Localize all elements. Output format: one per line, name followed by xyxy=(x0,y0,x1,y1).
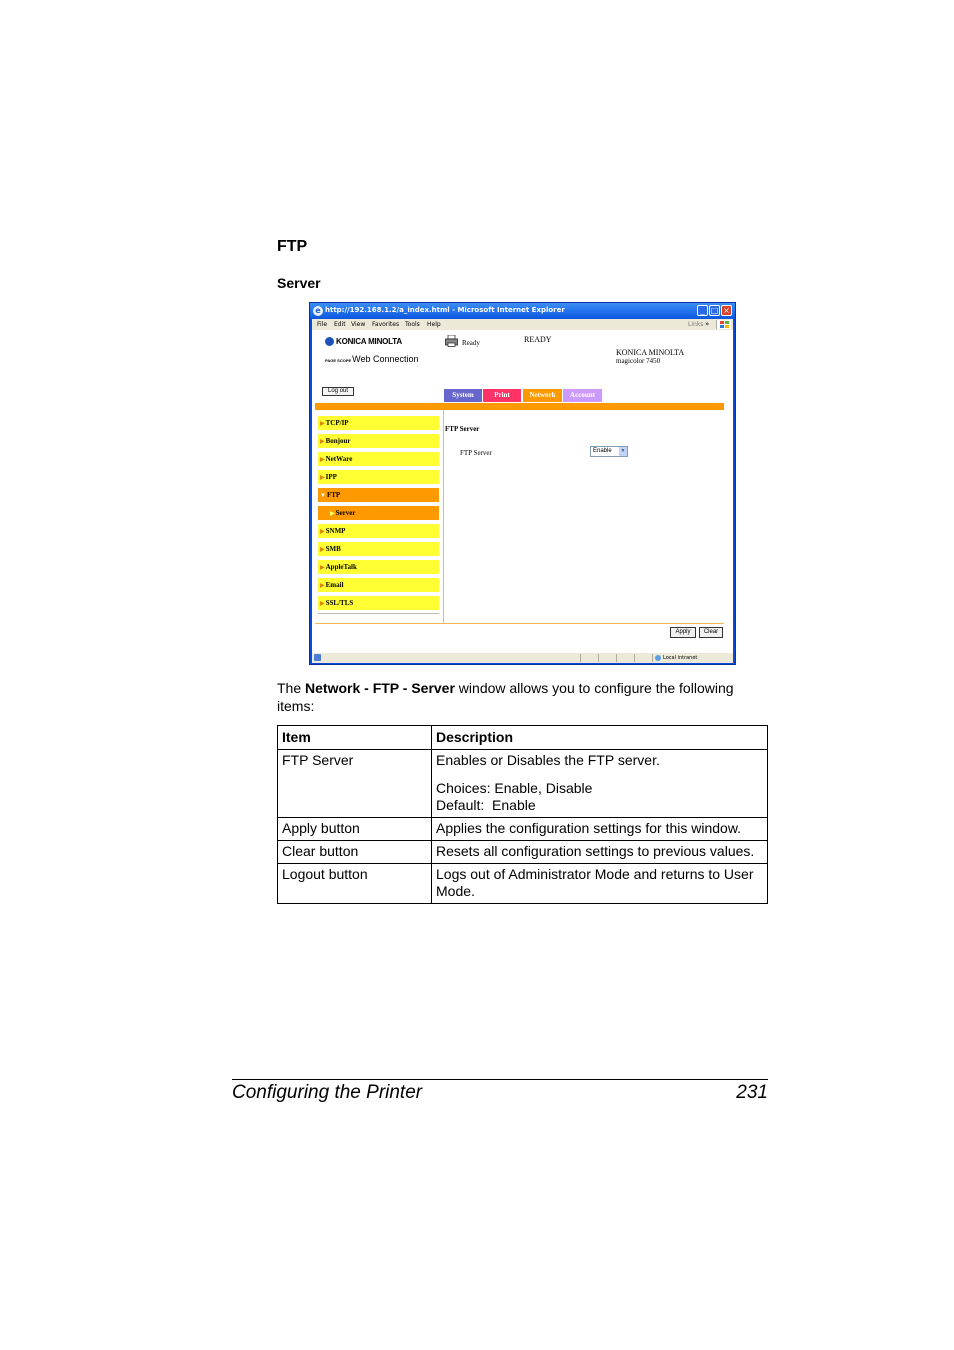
model-brand: KONICA MINOLTA xyxy=(616,348,685,357)
apply-button[interactable]: Apply xyxy=(670,627,696,638)
pagescope-logo: PAGE SCOPE xyxy=(325,358,352,363)
menu-edit[interactable]: Edit xyxy=(334,321,346,328)
minimize-icon[interactable]: _ xyxy=(697,305,708,316)
triangle-right-icon: ▶ xyxy=(330,511,335,517)
settings-table xyxy=(277,725,768,904)
close-icon[interactable]: × xyxy=(721,305,732,316)
triangle-down-icon: ▼ xyxy=(320,493,326,499)
nav-ftp-server[interactable]: ▶Server xyxy=(318,506,439,520)
triangle-right-icon: ▶ xyxy=(320,475,325,481)
nav-tcpip[interactable]: ▶TCP/IP xyxy=(318,416,439,430)
nav-ftp[interactable]: ▼FTP xyxy=(318,488,439,502)
globe-icon xyxy=(325,337,334,346)
clear-button[interactable]: Clear xyxy=(699,627,723,638)
menu-bar xyxy=(312,319,733,330)
security-zone: Local intranet xyxy=(663,655,698,661)
nav-email[interactable]: ▶Email xyxy=(318,578,439,592)
menu-tools[interactable]: Tools xyxy=(405,321,420,328)
tab-print[interactable]: Print xyxy=(483,389,521,402)
status-big: READY xyxy=(524,335,552,344)
table-cell-item: FTP Server xyxy=(278,750,432,818)
ftp-server-label: FTP Server xyxy=(460,449,492,457)
table-row xyxy=(278,864,768,904)
logout-button[interactable]: Log out xyxy=(322,387,354,396)
ftp-server-select[interactable]: Enable ▼ xyxy=(590,446,628,457)
menu-favorites[interactable]: Favorites xyxy=(372,321,400,328)
nav-ssltls[interactable]: ▶SSL/TLS xyxy=(318,596,439,610)
maximize-icon[interactable]: □ xyxy=(710,306,719,315)
triangle-right-icon: ▶ xyxy=(320,439,325,445)
table-cell-description: Applies the configuration settings for this window. xyxy=(432,818,768,841)
footer-divider xyxy=(315,623,724,624)
triangle-right-icon: ▶ xyxy=(320,601,325,607)
printer-icon xyxy=(445,335,458,347)
nav-snmp[interactable]: ▶SNMP xyxy=(318,524,439,538)
column-header-item: Item xyxy=(278,726,432,750)
table-cell-description: Enables or Disables the FTP server. Choices: Enable, Disable Default: Enable xyxy=(432,750,768,818)
nav-bonjour[interactable]: ▶Bonjour xyxy=(318,434,439,448)
table-cell-item: Clear button xyxy=(278,841,432,864)
footer-rule xyxy=(232,1079,768,1080)
status-separator xyxy=(616,654,617,662)
table-row xyxy=(278,841,768,864)
table-header-row xyxy=(278,726,768,750)
product-logo: PAGE SCOPEWeb Connection xyxy=(325,354,419,364)
model-name: magicolor 7450 xyxy=(616,357,661,365)
footer-chapter-title: Configuring the Printer xyxy=(232,1082,423,1103)
title-bar xyxy=(310,303,735,319)
tab-network[interactable]: Network xyxy=(523,389,562,402)
status-separator xyxy=(598,654,599,662)
table-cell-item: Logout button xyxy=(278,864,432,904)
triangle-right-icon: ▶ xyxy=(320,457,325,463)
section-heading: FTP xyxy=(277,238,308,255)
tab-account[interactable]: Account xyxy=(563,389,602,402)
status-separator xyxy=(580,654,581,662)
content-divider xyxy=(443,410,444,624)
table-row xyxy=(278,750,768,818)
header-divider xyxy=(315,403,724,410)
browser-window xyxy=(309,302,736,665)
chevron-right-icon[interactable]: » xyxy=(705,320,710,328)
triangle-right-icon: ▶ xyxy=(320,529,325,535)
status-bar xyxy=(312,653,733,663)
windows-logo-icon xyxy=(716,320,731,329)
status-small: Ready xyxy=(462,339,480,347)
status-separator xyxy=(652,654,653,662)
nav-divider xyxy=(318,613,439,614)
menu-file[interactable]: File xyxy=(317,321,328,328)
table-cell-item: Apply button xyxy=(278,818,432,841)
nav-netware[interactable]: ▶NetWare xyxy=(318,452,439,466)
tab-system[interactable]: System xyxy=(444,389,482,402)
web-page xyxy=(312,330,733,653)
menu-help[interactable]: Help xyxy=(427,321,441,328)
subsection-heading: Server xyxy=(277,275,321,291)
table-row xyxy=(278,818,768,841)
nav-appletalk[interactable]: ▶AppleTalk xyxy=(318,560,439,574)
triangle-right-icon: ▶ xyxy=(320,547,325,553)
intranet-icon xyxy=(655,655,661,661)
ie-icon: e xyxy=(313,306,323,316)
nav-smb[interactable]: ▶SMB xyxy=(318,542,439,556)
triangle-right-icon: ▶ xyxy=(320,565,325,571)
triangle-right-icon: ▶ xyxy=(320,421,325,427)
status-separator xyxy=(634,654,635,662)
page-number: 231 xyxy=(736,1082,768,1103)
nav-ipp[interactable]: ▶IPP xyxy=(318,470,439,484)
window-title: http://192.168.1.2/a_index.html - Microsoft Internet Explorer xyxy=(325,306,565,314)
content-title: FTP Server xyxy=(445,425,480,433)
brand-logo: KONICA MINOLTA xyxy=(325,337,402,346)
page-icon xyxy=(314,654,321,661)
intro-window-name: Network - FTP - Server xyxy=(305,680,455,696)
table-cell-description: Resets all configuration settings to previous values. xyxy=(432,841,768,864)
chevron-down-icon[interactable]: ▼ xyxy=(620,448,626,454)
links-label[interactable]: Links xyxy=(688,321,704,328)
column-header-description: Description xyxy=(432,726,768,750)
table-cell-description: Logs out of Administrator Mode and returns to User Mode. xyxy=(432,864,768,904)
menu-view[interactable]: View xyxy=(351,321,366,328)
intro-paragraph: The Network - FTP - Server window allows you to configure the following items: xyxy=(277,680,734,714)
triangle-right-icon: ▶ xyxy=(320,583,325,589)
